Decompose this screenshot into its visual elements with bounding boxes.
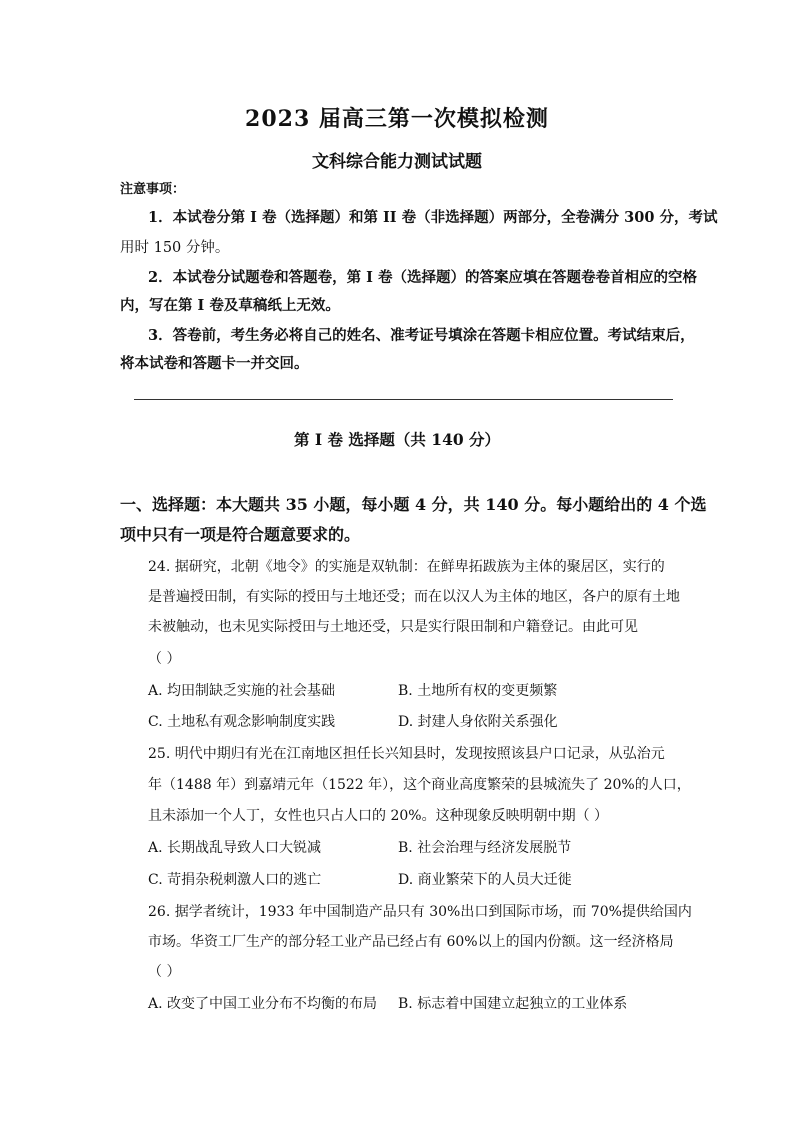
question-25-stem-line-1: 25. 明代中期归有光在江南地区担任长兴知县时，发现按照该县户口记录，从弘治元 <box>148 746 665 762</box>
question-25-stem-line-2: 年（1488 年）到嘉靖元年（1522 年），这个商业高度繁荣的县城流失了 20%的人口， <box>148 777 691 793</box>
notice-item-1-line-1: 1．本试卷分第 I 卷（选择题）和第 II 卷（非选择题）两部分，全卷满分 300 分，考试 <box>148 209 718 226</box>
exam-subtitle: 文科综合能力测试试题 <box>312 152 482 172</box>
notice-item-2-line-2: 内，写在第 I 卷及草稿纸上无效。 <box>120 297 340 314</box>
question-24-option-b: B. 土地所有权的变更频繁 <box>398 683 558 699</box>
question-25-option-d: D. 商业繁荣下的人员大迁徙 <box>398 872 572 888</box>
question-26-stem-line-3: （ ） <box>148 964 181 980</box>
question-26-stem-line-1: 26. 据学者统计，1933 年中国制造产品只有 30%出口到国际市场，而 70%提供给国内 <box>148 904 692 920</box>
notice-item-3-line-1: 3．答卷前，考生务必将自己的姓名、准考证号填涂在答题卡相应位置。考试结束后， <box>148 327 695 344</box>
question-24-stem-line-4: （ ） <box>148 651 181 667</box>
notice-heading: 注意事项： <box>120 182 186 197</box>
exam-title: 2023 届高三第一次模拟检测 <box>245 106 549 132</box>
question-25-stem-line-3: 且未添加一个人丁，女性也只占人口的 20%。这种现象反映明朝中期（ ） <box>148 808 609 824</box>
divider-line <box>134 399 673 400</box>
question-25-option-c: C. 苛捐杂税刺激人口的逃亡 <box>148 872 322 888</box>
question-24-option-d: D. 封建人身依附关系强化 <box>398 714 558 730</box>
question-24-stem-line-3: 未被触动，也未见实际授田与土地还受，只是实行限田制和户籍登记。由此可见 <box>148 619 638 635</box>
question-26-option-b: B. 标志着中国建立起独立的工业体系 <box>398 996 628 1012</box>
section-title: 第 I 卷 选择题（共 140 分） <box>293 430 501 449</box>
notice-item-3-line-2: 将本试卷和答题卡一并交回。 <box>120 355 309 372</box>
question-24-stem-line-2: 是普遍授田制，有实际的授田与土地还受；而在以汉人为主体的地区，各户的原有土地 <box>148 589 680 605</box>
question-26-stem-line-2: 市场。华资工厂生产的部分轻工业产品已经占有 60%以上的国内份额。这一经济格局 <box>148 934 674 950</box>
question-25-option-b: B. 社会治理与经济发展脱节 <box>398 840 572 856</box>
question-24-option-a: A. 均田制缺乏实施的社会基础 <box>148 683 336 699</box>
notice-item-2-line-1: 2．本试卷分试题卷和答题卷，第 I 卷（选择题）的答案应填在答题卷卷首相应的空格 <box>148 269 697 286</box>
question-26-option-a: A. 改变了中国工业分布不均衡的布局 <box>148 996 378 1012</box>
question-24-option-c: C. 土地私有观念影响制度实践 <box>148 714 336 730</box>
part-instruction-line-2: 项中只有一项是符合题意要求的。 <box>120 525 361 544</box>
question-24-stem-line-1: 24. 据研究，北朝《地令》的实施是双轨制：在鲜卑拓跋族为主体的聚居区，实行的 <box>148 559 665 575</box>
question-25-option-a: A. 长期战乱导致人口大锐减 <box>148 840 322 856</box>
part-instruction-line-1: 一、选择题：本大题共 35 小题，每小题 4 分，共 140 分。每小题给出的 4 个选 <box>120 495 707 514</box>
notice-item-1-line-2: 用时 150 分钟。 <box>120 240 230 256</box>
